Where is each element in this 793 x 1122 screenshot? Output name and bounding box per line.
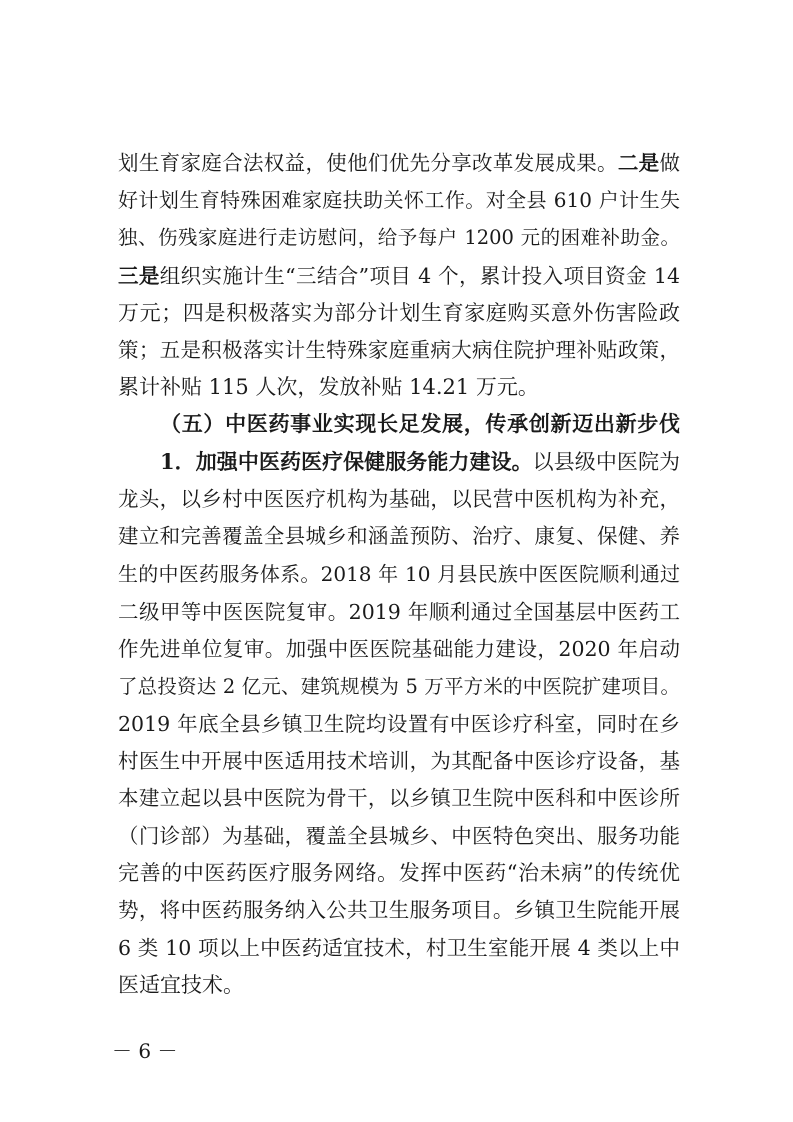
line-text: 划生育家庭合法权益，使他们优先分享改革发展成果。 [118,151,618,175]
line-text: 以县级中医院为 [532,450,680,474]
paragraph-line: （门诊部）为基础，覆盖全县城乡、中医特色突出、服务功能 [118,824,680,848]
page-number: － 6 － [112,1039,178,1063]
paragraph-line: 万元；四是积极落实为部分计划生育家庭购买意外伤害险政 [118,301,680,325]
paragraph-line: 村医生中开展中医适用技术培训，为其配备中医诊疗设备，基 [118,749,680,773]
bold-lead-text: 三是 [118,264,160,288]
line-text: 做 [659,151,681,175]
line-text: 组织实施计生“三结合”项目 4 个，累计投入项目资金 14 [159,264,681,288]
paragraph-line: 累计补贴 115 人次，发放补贴 14.21 万元。 [118,375,539,399]
paragraph-line [160,442,680,482]
paragraph-line: 本建立起以县中医院为骨干，以乡镇卫生院中医科和中医诊所 [118,786,680,810]
paragraph-line [118,256,680,296]
section-heading: （五）中医药事业实现长足发展，传承创新迈出新步伐 [160,411,680,436]
paragraph-line: 策；五是积极落实计生特殊家庭重病大病住院护理补贴政策， [118,338,680,362]
paragraph-line: 医适宜技术。 [118,973,244,997]
paragraph-line: 完善的中医药医疗服务网络。发挥中医药“治未病”的传统优 [118,861,680,885]
paragraph-line: 二级甲等中医医院复审。2019 年顺利通过全国基层中医药工 [118,600,680,624]
paragraph-line: 好计划生育特殊困难家庭扶助关怀工作。对全县 610 户计生失 [118,188,680,212]
bold-lead-text: 二是 [617,151,660,175]
paragraph-line: 2019 年底全县乡镇卫生院均设置有中医诊疗科室，同时在乡 [118,712,680,736]
paragraph-line: 独、伤残家庭进行走访慰问，给予每户 1200 元的困难补助金。 [118,226,680,249]
paragraph-line: 6 类 10 项以上中医药适宜技术，村卫生室能开展 4 类以上中 [118,936,680,960]
subsection-heading: 1．加强中医药医疗保健服务能力建设。 [160,449,533,474]
paragraph-line: 建立和完善覆盖全县城乡和涵盖预防、治疗、康复、保健、养 [118,524,680,548]
paragraph-line: 了总投资达 2 亿元、建筑规模为 5 万平方米的中医院扩建项目。 [118,675,680,698]
paragraph-line: 生的中医药服务体系。2018 年 10 月县民族中医医院顺利通过 [118,562,680,586]
paragraph-line: 龙头，以乡村中医医疗机构为基础，以民营中医机构为补充， [118,487,680,511]
paragraph-line: 作先进单位复审。加强中医医院基础能力建设，2020 年启动 [118,637,680,661]
paragraph-line: 势，将中医药服务纳入公共卫生服务项目。乡镇卫生院能开展 [118,898,680,922]
paragraph-line [118,143,680,183]
